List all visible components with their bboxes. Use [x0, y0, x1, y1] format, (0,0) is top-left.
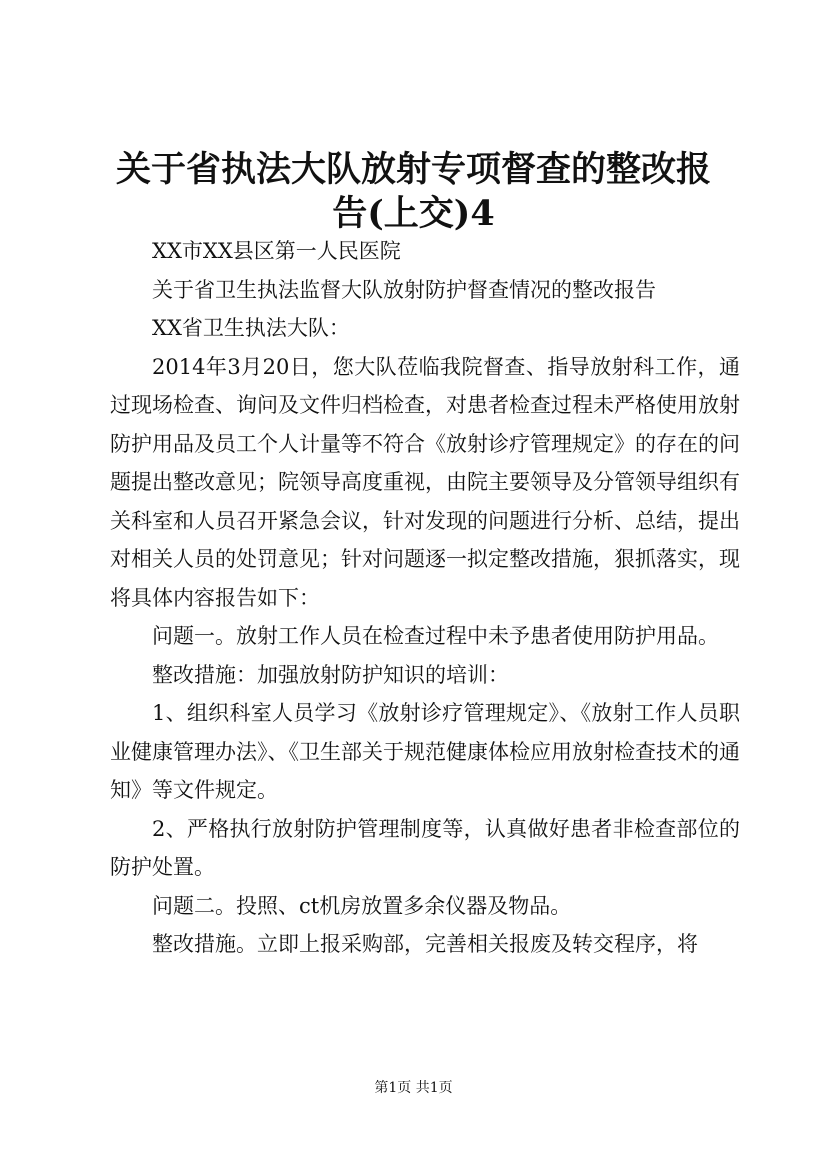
issue-one-paragraph: 问题一。放射工作人员在检查过程中未予患者使用防护用品。: [152, 624, 719, 648]
issue-two-paragraph: 问题二。投照、ct机房放置多余仪器及物品。: [152, 893, 572, 918]
document-title: 关于省执法大队放射专项督查的整改报告(上交)4: [115, 149, 711, 234]
page-footer: 第1页 共1页: [374, 1080, 453, 1096]
measures-two-paragraph: 整改措施。立即上报采购部，完善相关报废及转交程序，将: [152, 932, 698, 956]
intro-paragraph: 2014年3月20日，您大队莅临我院督查、指导放射科工作，通过现场检查、询问及文件归档检查，对患者检查过程未严格使用放射防护用品及员工个人计量等不符合《放射诊疗管理规定》的存在的问题提出整改意见；院领导高度重视，由院主要领导及分管领导组织有关科室和人员召开紧急会议，针对发现的问题进行分析、总结，提出对相关人员的处罚意见；针对问题逐一拟定整改措施，狠抓落实，现将具体内容报告如下：: [110, 354, 740, 610]
measure-item-1-paragraph: 1、组织科室人员学习《放射诊疗管理规定》、《放射工作人员职业健康管理办法》、《卫生部关于规范健康体检应用放射检查技术的通知》等文件规定。: [110, 701, 740, 802]
hospital-name-paragraph: XX市XX县区第一人民医院: [152, 239, 401, 263]
addressee-paragraph: XX省卫生执法大队：: [152, 316, 350, 340]
measure-item-2-paragraph: 2、严格执行放射防护管理制度等，认真做好患者非检查部位的防护处置。: [110, 816, 740, 879]
report-subject-paragraph: 关于省卫生执法监督大队放射防护督查情况的整改报告: [152, 277, 656, 302]
document-body: [110, 232, 740, 964]
measures-one-paragraph: 整改措施：加强放射防护知识的培训：: [152, 662, 509, 687]
